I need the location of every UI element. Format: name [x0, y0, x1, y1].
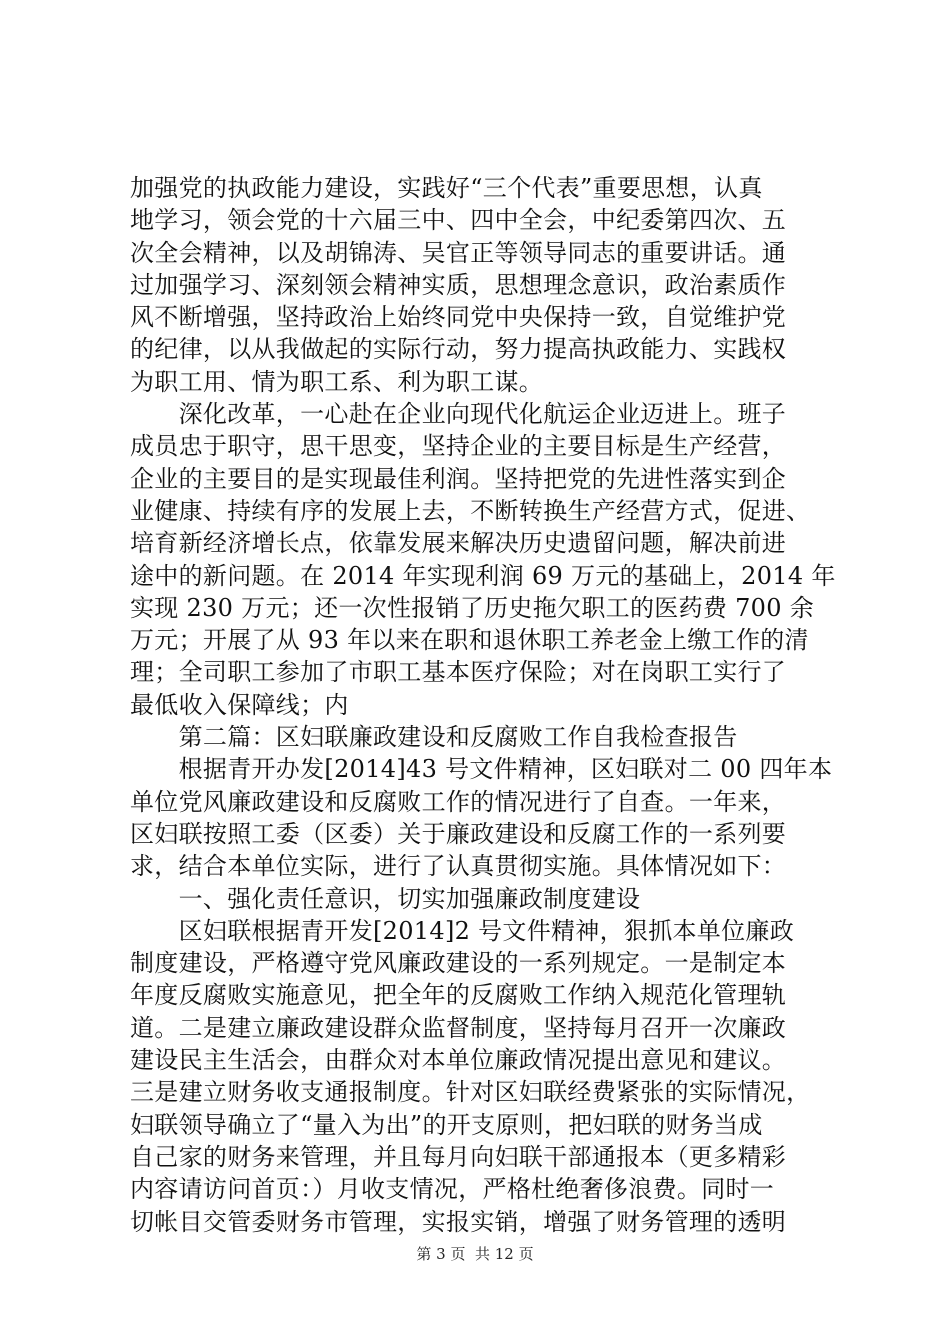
text-line: 风不断增强，坚持政治上始终同党中央保持一致，自觉维护党: [130, 303, 787, 332]
text-line: 培育新经济增长点，依靠发展来解决历史遗留问题，解决前进: [130, 529, 787, 558]
text-line: 道。二是建立廉政建设群众监督制度，坚持每月召开一次廉政: [130, 1013, 787, 1042]
text-line: 企业的主要目的是实现最佳利润。坚持把党的先进性落实到企: [130, 464, 787, 493]
text-line: 切帐目交管委财务市管理，实报实销，增强了财务管理的透明: [130, 1207, 787, 1236]
text-line: 业健康、持续有序的发展上去，不断转换生产经营方式，促进、: [130, 496, 811, 525]
text-line: 内容请访问首页：）月收支情况，严格杜绝奢侈浪费。同时一: [130, 1175, 775, 1204]
text-line: 制度建设，严格遵守党风廉政建设的一系列规定。一是制定本: [130, 949, 787, 978]
text-line: 次全会精神，以及胡锦涛、吴官正等领导同志的重要讲话。通: [130, 238, 787, 267]
text-line: 区妇联根据青开发[2014]2 号文件精神，狠抓本单位廉政: [130, 916, 795, 945]
text-line: 万元；开展了从 93 年以来在职和退休职工养老金上缴工作的清: [130, 626, 809, 655]
text-line: 深化改革，一心赴在企业向现代化航运企业迈进上。班子: [130, 400, 787, 429]
document-body: [130, 172, 836, 1238]
text-line: 建设民主生活会，由群众对本单位廉政情况提出意见和建议。: [130, 1046, 787, 1075]
text-line: 加强党的执政能力建设，实践好“三个代表”重要思想，认真: [130, 174, 763, 202]
text-line: 年度反腐败实施意见，把全年的反腐败工作纳入规范化管理轨: [130, 981, 787, 1010]
section-heading: 第二篇：区妇联廉政建设和反腐败工作自我检查报告: [130, 723, 738, 752]
text-line: 实现 230 万元；还一次性报销了历史拖欠职工的医药费 700 余: [130, 593, 815, 622]
text-line: 区妇联按照工委（区委）关于廉政建设和反腐工作的一系列要: [130, 819, 787, 848]
text-line: 成员忠于职守，思干思变，坚持企业的主要目标是生产经营，: [130, 432, 787, 461]
text-line: 根据青开办发[2014]43 号文件精神，区妇联对二 00 四年本: [130, 755, 833, 784]
subsection-heading: 一、强化责任意识，切实加强廉政制度建设: [130, 884, 641, 913]
text-line: 三是建立财务收支通报制度。针对区妇联经费紧张的实际情况，: [130, 1078, 811, 1107]
text-line: 为职工用、情为职工系、利为职工谋。: [130, 367, 544, 396]
text-line: 地学习，领会党的十六届三中、四中全会，中纪委第四次、五: [130, 206, 787, 235]
text-line: 理；全司职工参加了市职工基本医疗保险；对在岗职工实行了: [130, 658, 787, 687]
text-line: 过加强学习、深刻领会精神实质，思想理念意识，政治素质作: [130, 270, 787, 299]
text-line: 单位党风廉政建设和反腐败工作的情况进行了自查。一年来，: [130, 787, 787, 816]
page-number: 第 3 页 共 12 页: [416, 1245, 534, 1263]
text-line: 求，结合本单位实际，进行了认真贯彻实施。具体情况如下：: [130, 852, 787, 881]
text-line: 妇联领导确立了“量入为出”的开支原则，把妇联的财务当成: [130, 1110, 763, 1139]
text-line: 最低收入保障线；内: [130, 690, 349, 719]
text-line: 自己家的财务来管理，并且每月向妇联干部通报本（更多精彩: [130, 1142, 787, 1171]
text-line: 途中的新问题。在 2014 年实现利润 69 万元的基础上，2014 年: [130, 561, 836, 590]
page-footer: [0, 1244, 950, 1264]
text-line: 的纪律，以从我做起的实际行动，努力提高执政能力、实践权: [130, 335, 787, 364]
